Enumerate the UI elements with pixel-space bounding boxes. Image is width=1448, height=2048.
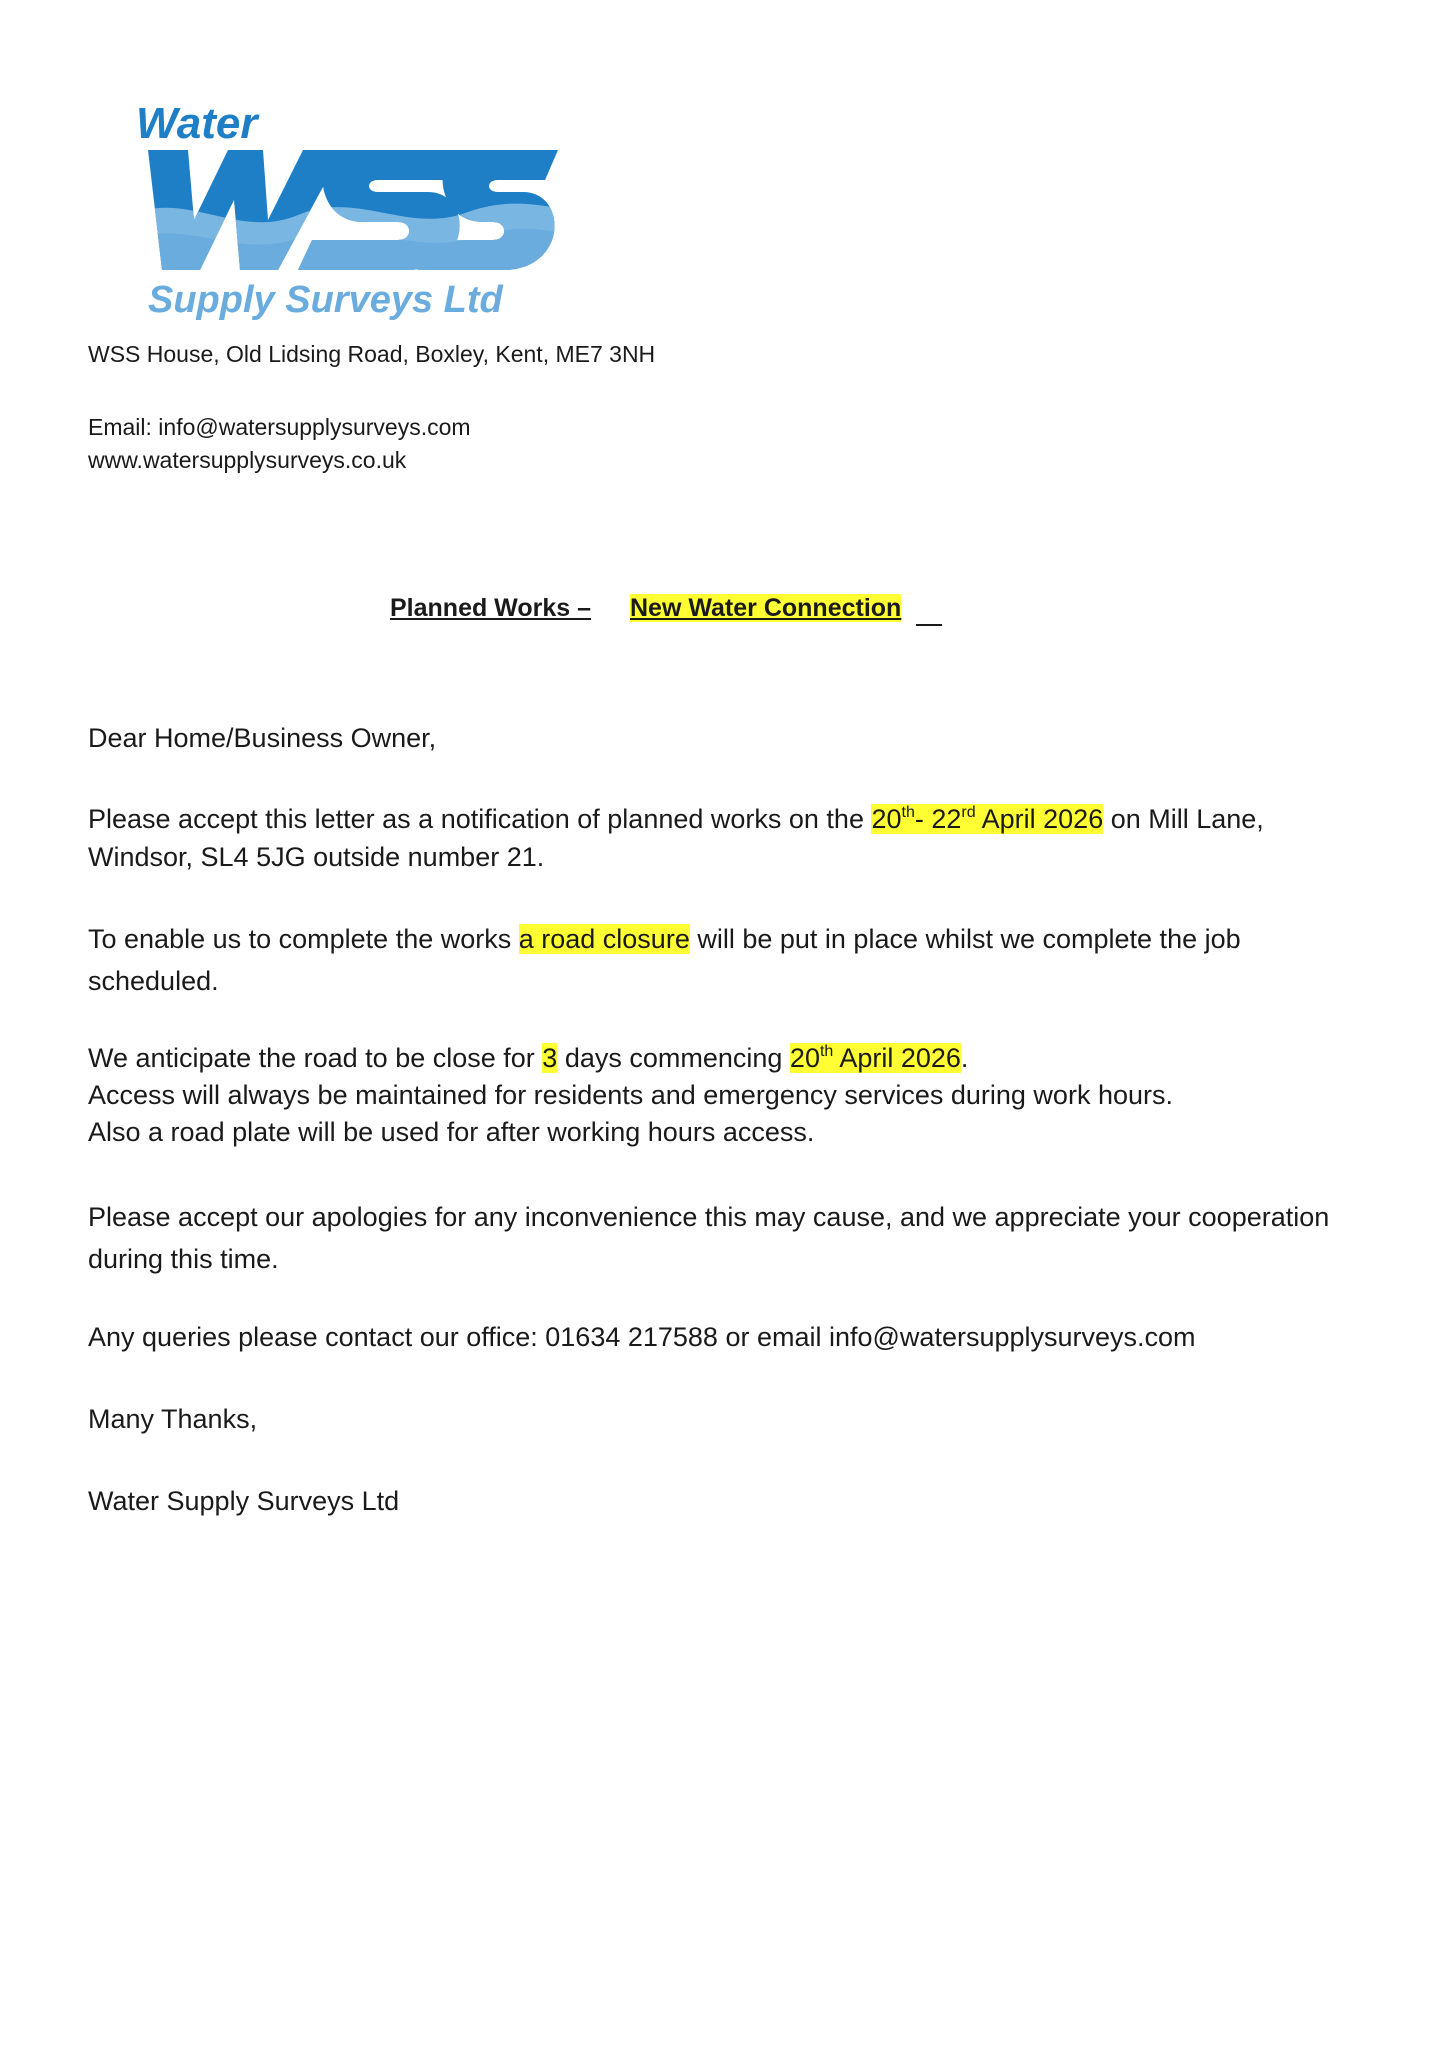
- p1-text-before: Please accept this letter as a notification of planned works on the: [88, 804, 872, 834]
- paragraph-queries: Any queries please contact our office: 01634 217588 or email info@watersupplysurveys.com: [88, 1322, 1196, 1352]
- paragraph-notification-line1: [88, 800, 1378, 838]
- p3-date-rest: April 2026: [833, 1043, 961, 1073]
- salutation: Dear Home/Business Owner,: [88, 723, 437, 753]
- company-website: www.watersupplysurveys.co.uk: [88, 447, 407, 473]
- p1-date-b-sup: rd: [961, 804, 976, 821]
- paragraph-apology-line1: Please accept our apologies for any inconvenience this may cause, and we appreciate your cooperation: [88, 1202, 1330, 1232]
- p3-text-before: We anticipate the road to be close for: [88, 1043, 543, 1073]
- p1-date-a: 20: [871, 804, 902, 834]
- title-subject: [630, 594, 901, 623]
- signature: Water Supply Surveys Ltd: [88, 1486, 400, 1516]
- p1-text-after: on Mill Lane,: [1103, 804, 1264, 834]
- p3-date-highlight: [790, 1043, 961, 1073]
- title-underline-tail: [916, 594, 942, 626]
- p3-text-mid: days commencing: [557, 1043, 790, 1073]
- company-logo: [128, 100, 558, 320]
- p2-highlight: a road closure: [518, 924, 690, 954]
- logo-word-water: Water: [136, 100, 258, 148]
- logo-word-supply-surveys: Supply Surveys Ltd: [148, 279, 503, 320]
- logo-letters-wss: [128, 140, 558, 280]
- wss-logo-graphic: [128, 100, 558, 320]
- paragraph-duration: [88, 1040, 1378, 1151]
- paragraph-duration-line1: [88, 1040, 1378, 1077]
- paragraph-road-closure-line1: [88, 918, 1378, 960]
- p2-text-after: will be put in place whilst we complete the job: [689, 924, 1241, 954]
- paragraph-notification: [88, 800, 1378, 876]
- company-email: Email: info@watersupplysurveys.com: [88, 414, 471, 440]
- paragraph-duration-line2: Access will always be maintained for residents and emergency services during work hours.: [88, 1080, 1173, 1110]
- p1-date-end: April 2026: [975, 804, 1104, 834]
- p3-days-highlight: 3: [542, 1043, 558, 1073]
- p2-text-before: To enable us to complete the works: [88, 924, 519, 954]
- p1-date-highlight: [871, 804, 1103, 834]
- paragraph-road-closure-line2: scheduled.: [88, 966, 219, 996]
- paragraph-notification-line2: Windsor, SL4 5JG outside number 21.: [88, 842, 545, 872]
- p3-text-end: .: [960, 1043, 969, 1073]
- p1-date-mid: - 22: [914, 804, 962, 834]
- paragraph-apology-line2: during this time.: [88, 1244, 279, 1274]
- p1-date-a-sup: th: [901, 804, 915, 821]
- company-address: WSS House, Old Lidsing Road, Boxley, Kent, ME7 3NH: [88, 341, 656, 367]
- title-subject-text: New Water Connection: [630, 594, 902, 622]
- closing: Many Thanks,: [88, 1404, 258, 1434]
- p3-date-num: 20: [789, 1043, 820, 1073]
- p3-date-sup: th: [819, 1043, 834, 1060]
- paragraph-apology: [88, 1196, 1378, 1280]
- paragraph-road-closure: [88, 918, 1378, 1002]
- title-prefix: Planned Works –: [390, 594, 591, 622]
- paragraph-duration-line3: Also a road plate will be used for after working hours access.: [88, 1117, 815, 1147]
